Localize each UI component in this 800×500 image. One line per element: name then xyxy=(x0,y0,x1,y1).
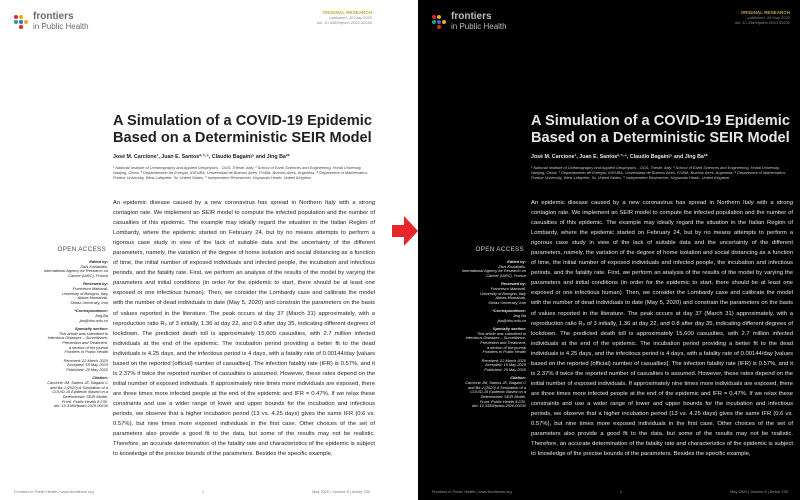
published-date: published: 26 May 2020 xyxy=(329,15,372,21)
paper-title: A Simulation of a COVID-19 Epidemic Based on a Deterministic SEIR Model xyxy=(531,113,790,146)
article-dates: Received: 22 March 2020 Accepted: 15 May 2020 Published: 29 May 2020 xyxy=(481,357,526,373)
article-type: ORIGINAL RESEARCH xyxy=(740,10,790,15)
journal-logo xyxy=(432,12,507,32)
specialty-section: Specialty section: This article was submitted to Infectious Diseases – Surveillance, Prevention and Treatment, a section of the journal Frontiers in Public Health xyxy=(465,325,526,355)
article-type: ORIGINAL RESEARCH xyxy=(322,10,372,15)
abstract-text: An epidemic disease caused by a new coronavirus has spread in Northern Italy with a strong contagion rate. We implement an SEIR model to compute the infected population and the number of casualties of this epidemic. The example may ideally regard the situation in the Italian Region of Lombardy, where the epidemic started on February 24, but by no means attempts to perform a rigorous case study in view of the lack of suitable data and the uncertainty of the different parameters, namely, the variation of the degree of home isolation and social distancing as a function of time, the initial number of exposed individuals and infected people, the incubation and infectious periods, and the fatality rate. First, we perform an analysis of the results of the model by varying the parameters and initial conditions (in order for the epidemic to start, there should be at least one exposed or one infectious human). Then, we consider the Lombardy case and calibrate the model with the number of dead individuals to date (May 5, 2020) and constrain the parameters on the basis of values reported in the literature. The peak occurs at day 37 (March 31) approximately, with a reproduction ratio R₀ of 3 initially, 1.36 at day 22, and 0.8 after day 35, indicating different degrees of lockdown. The predicted death toll is approximately 15,600 casualties, with 2.7 million infected individuals at the end of the epidemic. The incubation period providing a better fit to the dead individuals is 4.25 days, and the infectious period is 4 days, with a fatality rate of 0.00144/day [values based on the reported (official) number of casualties]. The infection fatality rate (IFR) is 0.57%, and it is 2.37% if twice the reported number of casualties is assumed. However, these rates depend on the initial number of exposed individuals. If approximately nine times more individuals are exposed, there are three times more infected people at the end of the epidemic and IFR = 0.47%. If we relax these constraints and use a wider range of lower and upper bounds for the incubation and infectious periods, we observe that a higher incubation period (13 vs. 4.25 days) gives the same IFR (0.6 vs. 0.57%), but nine times more exposed individuals in the first case. Other choices of the set of parameters also provide a good fit to the data, but some of the results may not be realistic. Therefore, an accurate determination of the fatality rate and characteristics of the epidemic is subject to knowledge of the precise bounds of the parameters. Besides the specific example, xyxy=(113,200,375,458)
paper-page-dark xyxy=(418,0,800,500)
correspondence: *Correspondence: Jing Ba jba@hhu.edu.cn xyxy=(492,308,526,323)
paper-title: A Simulation of a COVID-19 Epidemic Based on a Deterministic SEIR Model xyxy=(113,113,372,146)
author-list: José M. Carcione¹, Juan E. Santos²·³·⁴, Claudio Bagaini⁵ and Jing Ba²* xyxy=(113,154,290,160)
published-date: published: 26 May 2020 xyxy=(747,15,790,21)
open-access-label: OPEN ACCESS xyxy=(475,246,524,253)
footer-volume: May 2020 | Volume 8 | Article 230 xyxy=(312,489,370,494)
reviewed-by: Reviewed by: Francesco Mainardi, University of Bologna, Italy Abbas Montahab, Shiraz University, Iran xyxy=(479,281,526,306)
doi: doi: 10.3389/fpubh.2020.00230 xyxy=(734,20,790,26)
footer-journal: Frontiers in Public Health | www.frontiersin.org xyxy=(14,489,94,494)
right-arrow-icon xyxy=(392,216,418,246)
page-footer xyxy=(432,489,788,494)
article-meta xyxy=(735,10,790,26)
article-sidebar xyxy=(10,246,108,413)
article-sidebar xyxy=(428,246,526,413)
page-header xyxy=(0,0,382,48)
article-dates: Received: 22 March 2020 Accepted: 15 May 2020 Published: 29 May 2020 xyxy=(63,357,108,373)
journal-brand: frontiers xyxy=(33,11,74,22)
citation: Citation: Carcione JM, Santos JE, Bagaini C and Ba J (2020) A Simulation of a COVID-19 Epidemic Based on a Deterministic SEIR Model. Front. Public Health 8:230. doi: 10.3389/fpubh.2020.00230 xyxy=(47,375,108,409)
footer-journal: Frontiers in Public Health | www.frontiersin.org xyxy=(432,489,512,494)
journal-subtitle: in Public Health xyxy=(33,22,89,31)
reviewed-by: Reviewed by: Francesco Mainardi, University of Bologna, Italy Abbas Montahab, Shiraz University, Iran xyxy=(61,281,108,306)
article-meta xyxy=(317,10,372,26)
page-footer xyxy=(14,489,370,494)
journal-brand: frontiers xyxy=(451,11,492,22)
journal-logo xyxy=(14,12,89,32)
author-list: José M. Carcione¹, Juan E. Santos²·³·⁴, Claudio Bagaini⁵ and Jing Ba²* xyxy=(531,154,708,160)
affiliations: ¹ National Institute of Oceanography and Applied Geophysics - OGS, Trieste, Italy, ² School of Earth Sciences and Engineering, Hohai University, Nanjing, China, ³ Departamento de Energía, IDRUBA, Universidad de Buenos Aires, FIUBA, Buenos Aires, Argentina, ⁴ Department of Mathematics, Purdue University, West Lafayette, IN, United States, ⁵ Independent Researcher, Haywards Heath, United Kingdom xyxy=(531,165,787,181)
edited-by: Edited by: Zisis Kozlakidis, International Agency for Research on Cancer (IARC), France xyxy=(461,259,526,279)
footer-page-number: 1 xyxy=(619,489,623,494)
specialty-section: Specialty section: This article was submitted to Infectious Diseases – Surveillance, Prevention and Treatment, a section of the journal Frontiers in Public Health xyxy=(47,325,108,355)
page-header xyxy=(418,0,800,48)
journal-subtitle: in Public Health xyxy=(451,22,507,31)
open-access-label: OPEN ACCESS xyxy=(57,246,106,253)
abstract-text: An epidemic disease caused by a new coronavirus has spread in Northern Italy with a strong contagion rate. We implement an SEIR model to compute the infected population and the number of casualties of this epidemic. The example may ideally regard the situation in the Italian Region of Lombardy, where the epidemic started on February 24, but by no means attempts to perform a rigorous case study in view of the lack of suitable data and the uncertainty of the different parameters, namely, the variation of the degree of home isolation and social distancing as a function of time, the initial number of exposed individuals and infected people, the incubation and infectious periods, and the fatality rate. First, we perform an analysis of the results of the model by varying the parameters and initial conditions (in order for the epidemic to start, there should be at least one exposed or one infectious human). Then, we consider the Lombardy case and calibrate the model with the number of dead individuals to date (May 5, 2020) and constrain the parameters on the basis of values reported in the literature. The peak occurs at day 37 (March 31) approximately, with a reproduction ratio R₀ of 3 initially, 1.36 at day 22, and 0.8 after day 35, indicating different degrees of lockdown. The predicted death toll is approximately 15,600 casualties, with 2.7 million infected individuals at the end of the epidemic. The incubation period providing a better fit to the dead individuals is 4.25 days, and the infectious period is 4 days, with a fatality rate of 0.00144/day [values based on the reported (official) number of casualties]. The infection fatality rate (IFR) is 0.57%, and it is 2.37% if twice the reported number of casualties is assumed. However, these rates depend on the initial number of exposed individuals. If approximately nine times more individuals are exposed, there are three times more infected people at the end of the epidemic and IFR = 0.47%. If we relax these constraints and use a wider range of lower and upper bounds for the incubation and infectious periods, we observe that a higher incubation period (13 vs. 4.25 days) gives the same IFR (0.6 vs. 0.57%), but nine times more exposed individuals in the first case. Other choices of the set of parameters also provide a good fit to the data, but some of the results may not be realistic. Therefore, an accurate determination of the fatality rate and characteristics of the epidemic is subject to knowledge of the precise bounds of the parameters. Besides the specific example, xyxy=(531,200,793,458)
paper-page-light xyxy=(0,0,382,500)
affiliations: ¹ National Institute of Oceanography and Applied Geophysics - OGS, Trieste, Italy, ² School of Earth Sciences and Engineering, Hohai University, Nanjing, China, ³ Departamento de Energía, IDRUBA, Universidad de Buenos Aires, FIUBA, Buenos Aires, Argentina, ⁴ Department of Mathematics, Purdue University, West Lafayette, IN, United States, ⁵ Independent Researcher, Haywards Heath, United Kingdom xyxy=(113,165,369,181)
edited-by: Edited by: Zisis Kozlakidis, International Agency for Research on Cancer (IARC), France xyxy=(43,259,108,279)
citation: Citation: Carcione JM, Santos JE, Bagaini C and Ba J (2020) A Simulation of a COVID-19 Epidemic Based on a Deterministic SEIR Model. Front. Public Health 8:230. doi: 10.3389/fpubh.2020.00230 xyxy=(465,375,526,409)
frontiers-logo-icon xyxy=(432,15,447,30)
doi: doi: 10.3389/fpubh.2020.00230 xyxy=(316,20,372,26)
footer-volume: May 2020 | Volume 8 | Article 230 xyxy=(730,489,788,494)
frontiers-logo-icon xyxy=(14,15,29,30)
footer-page-number: 1 xyxy=(201,489,205,494)
correspondence: *Correspondence: Jing Ba jba@hhu.edu.cn xyxy=(74,308,108,323)
